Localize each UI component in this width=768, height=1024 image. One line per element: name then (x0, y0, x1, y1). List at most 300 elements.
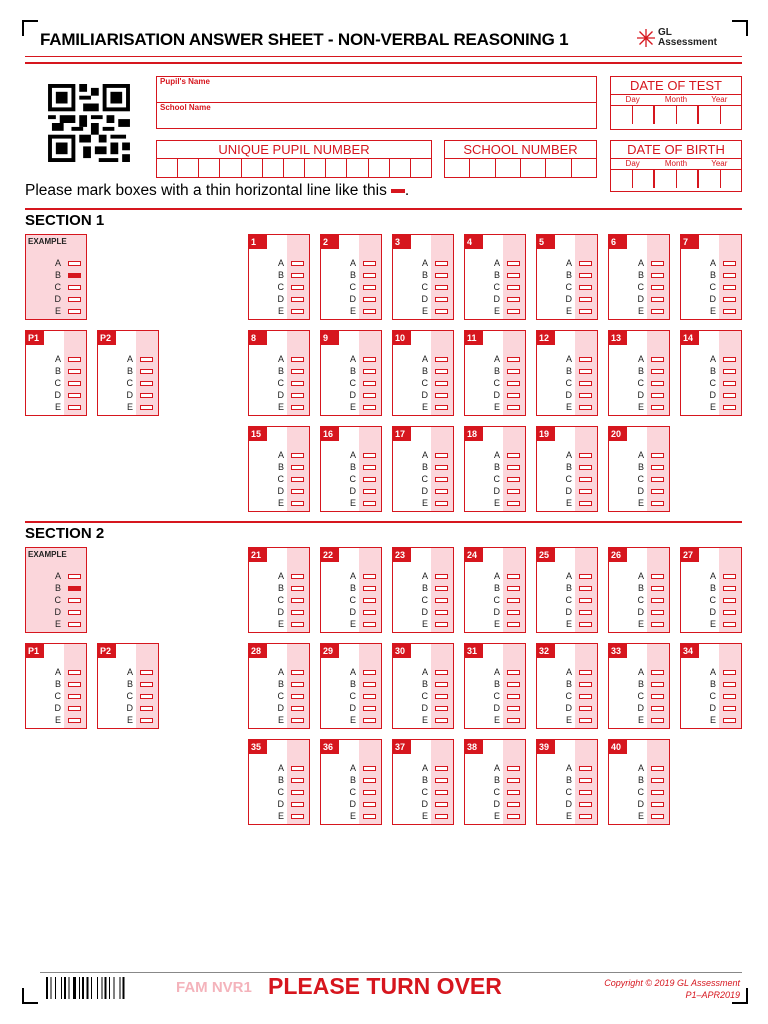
answer-mark-box[interactable] (363, 489, 376, 494)
option-row (321, 377, 381, 389)
option-letter: B (565, 775, 572, 785)
option-row (393, 293, 453, 305)
barcode-bar (109, 977, 110, 999)
answer-mark-box[interactable] (435, 273, 448, 278)
answer-mark-box[interactable] (291, 574, 304, 579)
answer-mark-box[interactable] (291, 694, 304, 699)
answer-mark-box[interactable] (579, 778, 592, 783)
answer-mark-box[interactable] (291, 453, 304, 458)
answer-mark-box[interactable] (723, 586, 736, 591)
answer-mark-box[interactable] (579, 489, 592, 494)
answer-mark-box[interactable] (651, 393, 664, 398)
answer-mark-box[interactable] (435, 670, 448, 675)
answer-mark-box[interactable] (579, 586, 592, 591)
date-cell[interactable] (655, 106, 677, 124)
answer-mark-box[interactable] (291, 501, 304, 506)
answer-mark-box[interactable] (363, 706, 376, 711)
answer-mark-box[interactable] (579, 802, 592, 807)
answer-mark-box[interactable] (291, 381, 304, 386)
option-row (26, 678, 86, 690)
answer-mark-box[interactable] (507, 357, 520, 362)
barcode-bar (79, 977, 80, 999)
option-row (26, 305, 86, 317)
option-letter: B (54, 366, 61, 376)
answer-mark-box[interactable] (579, 297, 592, 302)
answer-mark-box[interactable] (507, 610, 520, 615)
date-cell[interactable] (721, 170, 742, 188)
answer-mark-box[interactable] (579, 501, 592, 506)
answer-mark-box[interactable] (435, 357, 448, 362)
answer-mark-box[interactable] (363, 261, 376, 266)
answer-mark-box[interactable] (363, 778, 376, 783)
barcode-bar (120, 977, 121, 999)
answer-mark-box[interactable] (435, 261, 448, 266)
option-row (393, 810, 453, 822)
number-cell[interactable] (369, 159, 390, 177)
option-row (465, 401, 525, 413)
answer-mark-box[interactable] (363, 694, 376, 699)
number-cell[interactable] (347, 159, 368, 177)
answer-mark-box[interactable] (651, 766, 664, 771)
answer-mark-box[interactable] (363, 309, 376, 314)
answer-mark-box[interactable] (140, 694, 153, 699)
answer-mark-box[interactable] (435, 706, 448, 711)
answer-mark-box[interactable] (651, 261, 664, 266)
answer-mark-box[interactable] (68, 369, 81, 374)
answer-mark-box[interactable] (651, 610, 664, 615)
number-cell[interactable] (445, 159, 470, 177)
answer-mark-box[interactable] (291, 261, 304, 266)
option-letter: C (493, 595, 500, 605)
number-cell[interactable] (572, 159, 596, 177)
answer-mark-box[interactable] (579, 670, 592, 675)
answer-mark-box[interactable] (579, 393, 592, 398)
number-cell[interactable] (178, 159, 199, 177)
answer-mark-box[interactable] (291, 766, 304, 771)
answer-mark-box[interactable] (579, 706, 592, 711)
question-box (536, 330, 598, 416)
answer-mark-box[interactable] (435, 501, 448, 506)
answer-mark-box[interactable] (68, 405, 81, 410)
option-letter: D (637, 703, 644, 713)
option-letter: A (421, 258, 428, 268)
gl-assessment-logo (636, 28, 736, 50)
option-row (249, 485, 309, 497)
answer-mark-box[interactable] (507, 309, 520, 314)
answer-mark-box[interactable] (363, 285, 376, 290)
answer-mark-box[interactable] (723, 682, 736, 687)
answer-mark-box[interactable] (651, 357, 664, 362)
option-row (393, 305, 453, 317)
number-cell[interactable] (305, 159, 326, 177)
number-cell[interactable] (496, 159, 521, 177)
option-row (465, 365, 525, 377)
answer-mark-box[interactable] (435, 309, 448, 314)
option-row (249, 449, 309, 461)
answer-mark-box[interactable] (507, 586, 520, 591)
answer-mark-box[interactable] (435, 381, 448, 386)
month-label: Month (664, 95, 688, 104)
answer-mark-box[interactable] (579, 598, 592, 603)
answer-mark-box[interactable] (435, 718, 448, 723)
answer-mark-box[interactable] (363, 790, 376, 795)
answer-mark-box[interactable] (579, 814, 592, 819)
pupil-name-field[interactable] (156, 76, 597, 103)
answer-mark-box[interactable] (507, 706, 520, 711)
answer-mark-box[interactable] (579, 574, 592, 579)
answer-mark-box[interactable] (363, 477, 376, 482)
question-box (464, 426, 526, 512)
answer-mark-box[interactable] (579, 622, 592, 627)
answer-mark-box[interactable] (363, 718, 376, 723)
option-row (465, 269, 525, 281)
answer-mark-box[interactable] (507, 453, 520, 458)
answer-mark-box[interactable] (68, 694, 81, 699)
option-letter: E (565, 715, 572, 725)
answer-mark-box[interactable] (363, 393, 376, 398)
answer-mark-box[interactable] (435, 778, 448, 783)
answer-mark-box[interactable] (291, 814, 304, 819)
number-cell[interactable] (284, 159, 305, 177)
answer-mark-box[interactable] (435, 766, 448, 771)
number-cell[interactable] (242, 159, 263, 177)
question-box (464, 330, 526, 416)
barcode (46, 977, 154, 999)
answer-mark-box[interactable] (291, 297, 304, 302)
answer-mark-box[interactable] (140, 718, 153, 723)
answer-mark-box[interactable] (651, 694, 664, 699)
answer-mark-box[interactable] (363, 670, 376, 675)
answer-mark-box[interactable] (435, 694, 448, 699)
answer-mark-box[interactable] (363, 273, 376, 278)
answer-mark-box[interactable] (363, 814, 376, 819)
answer-mark-box[interactable] (363, 465, 376, 470)
answer-mark-box[interactable] (579, 465, 592, 470)
option-row (249, 618, 309, 630)
option-row (609, 762, 669, 774)
answer-mark-box[interactable] (363, 501, 376, 506)
answer-mark-box[interactable] (579, 682, 592, 687)
option-letter: B (421, 679, 428, 689)
answer-mark-box[interactable] (651, 586, 664, 591)
answer-mark-box[interactable] (579, 261, 592, 266)
date-cell[interactable] (611, 170, 633, 188)
date-cell[interactable] (633, 106, 656, 124)
answer-mark-box[interactable] (291, 393, 304, 398)
answer-mark-box[interactable] (507, 718, 520, 723)
answer-mark-box[interactable] (291, 718, 304, 723)
date-cell[interactable] (721, 106, 742, 124)
answer-mark-box[interactable] (579, 285, 592, 290)
option-letter: A (493, 667, 500, 677)
answer-mark-box[interactable] (651, 574, 664, 579)
answer-mark-box[interactable] (651, 622, 664, 627)
answer-mark-box[interactable] (723, 405, 736, 410)
answer-mark-box[interactable] (507, 790, 520, 795)
option-letter: E (126, 715, 133, 725)
answer-mark-box[interactable] (291, 357, 304, 362)
answer-mark-box[interactable] (363, 586, 376, 591)
answer-mark-box[interactable] (579, 790, 592, 795)
answer-mark-box[interactable] (507, 489, 520, 494)
number-cell[interactable] (199, 159, 220, 177)
answer-mark-box[interactable] (140, 393, 153, 398)
answer-mark-box[interactable] (507, 297, 520, 302)
answer-mark-box[interactable] (651, 285, 664, 290)
number-cell[interactable] (546, 159, 571, 177)
number-cell[interactable] (411, 159, 431, 177)
number-cell[interactable] (220, 159, 241, 177)
answer-mark-box[interactable] (435, 453, 448, 458)
answer-mark-box[interactable] (291, 682, 304, 687)
answer-mark-box[interactable] (363, 405, 376, 410)
answer-mark-box[interactable] (291, 598, 304, 603)
answer-mark-box[interactable] (435, 393, 448, 398)
answer-mark-box[interactable] (435, 814, 448, 819)
answer-mark-box[interactable] (140, 357, 153, 362)
answer-mark-box[interactable] (507, 814, 520, 819)
answer-mark-box[interactable] (723, 598, 736, 603)
date-cell[interactable] (611, 106, 633, 124)
answer-mark-box[interactable] (291, 405, 304, 410)
answer-mark-box[interactable] (723, 670, 736, 675)
option-letter: D (277, 703, 284, 713)
answer-mark-box[interactable] (723, 273, 736, 278)
answer-mark-box[interactable] (651, 598, 664, 603)
marking-instruction (25, 182, 409, 200)
number-cell[interactable] (326, 159, 347, 177)
answer-mark-box[interactable] (579, 369, 592, 374)
answer-mark-box[interactable] (579, 309, 592, 314)
answer-mark-box[interactable] (291, 622, 304, 627)
answer-mark-box[interactable] (651, 670, 664, 675)
answer-mark-box[interactable] (507, 670, 520, 675)
answer-mark-box[interactable] (435, 790, 448, 795)
answer-mark-box[interactable] (291, 706, 304, 711)
answer-mark-box[interactable] (579, 273, 592, 278)
answer-mark-box[interactable] (363, 682, 376, 687)
date-cell[interactable] (699, 106, 721, 124)
answer-mark-box[interactable] (579, 694, 592, 699)
answer-mark-box[interactable] (363, 381, 376, 386)
date-cell[interactable] (677, 106, 700, 124)
answer-mark-box[interactable] (723, 706, 736, 711)
answer-mark-box[interactable] (507, 261, 520, 266)
answer-mark-box[interactable] (291, 309, 304, 314)
number-cell[interactable] (470, 159, 495, 177)
answer-mark-box[interactable] (507, 273, 520, 278)
answer-mark-box[interactable] (723, 393, 736, 398)
answer-mark-box[interactable] (435, 465, 448, 470)
answer-mark-box[interactable] (723, 574, 736, 579)
number-cell[interactable] (521, 159, 546, 177)
logo-text-gl: GL (658, 27, 672, 38)
answer-mark-box[interactable] (363, 598, 376, 603)
answer-mark-box[interactable] (723, 297, 736, 302)
answer-mark-box[interactable] (363, 297, 376, 302)
option-row (249, 798, 309, 810)
answer-mark-box[interactable] (68, 682, 81, 687)
answer-mark-box[interactable] (291, 465, 304, 470)
question-box (536, 547, 598, 633)
answer-mark-box[interactable] (723, 718, 736, 723)
answer-mark-box[interactable] (68, 718, 81, 723)
answer-mark-box[interactable] (507, 405, 520, 410)
answer-mark-box[interactable] (651, 309, 664, 314)
answer-mark-box[interactable] (291, 477, 304, 482)
question-number: P2 (98, 331, 116, 345)
answer-mark-box[interactable] (651, 369, 664, 374)
answer-mark-box[interactable] (651, 465, 664, 470)
answer-mark-box[interactable] (435, 477, 448, 482)
answer-mark-box[interactable] (651, 489, 664, 494)
date-cell[interactable] (677, 170, 700, 188)
answer-mark-box[interactable] (579, 718, 592, 723)
school-name-field[interactable] (156, 102, 597, 129)
answer-mark-box[interactable] (507, 694, 520, 699)
answer-mark-box[interactable] (651, 802, 664, 807)
answer-mark-box[interactable] (363, 574, 376, 579)
answer-mark-box[interactable] (579, 766, 592, 771)
option-row (249, 690, 309, 702)
answer-mark-box[interactable] (507, 574, 520, 579)
answer-mark-box[interactable] (291, 610, 304, 615)
answer-mark-box[interactable] (651, 706, 664, 711)
answer-mark-box[interactable] (723, 357, 736, 362)
answer-mark-box[interactable] (507, 766, 520, 771)
answer-mark-box[interactable] (291, 670, 304, 675)
answer-mark-box[interactable] (507, 802, 520, 807)
answer-mark-box[interactable] (723, 369, 736, 374)
answer-mark-box[interactable] (140, 670, 153, 675)
answer-mark-box[interactable] (651, 718, 664, 723)
answer-mark-box[interactable] (363, 622, 376, 627)
answer-mark-box[interactable] (579, 381, 592, 386)
answer-mark-box[interactable] (435, 369, 448, 374)
answer-mark-box[interactable] (579, 357, 592, 362)
answer-mark-box[interactable] (651, 814, 664, 819)
answer-mark-box[interactable] (363, 610, 376, 615)
answer-mark-box[interactable] (507, 501, 520, 506)
answer-mark-box[interactable] (579, 405, 592, 410)
answer-mark-box[interactable] (140, 405, 153, 410)
answer-mark-box[interactable] (507, 622, 520, 627)
answer-mark-box[interactable] (507, 369, 520, 374)
answer-mark-box[interactable] (507, 381, 520, 386)
answer-mark-box[interactable] (435, 598, 448, 603)
answer-mark-box[interactable] (723, 261, 736, 266)
answer-mark-box[interactable] (291, 285, 304, 290)
answer-mark-box[interactable] (363, 766, 376, 771)
date-cell[interactable] (699, 170, 721, 188)
answer-mark-box[interactable] (140, 682, 153, 687)
answer-mark-box[interactable] (291, 369, 304, 374)
answer-mark-box[interactable] (507, 465, 520, 470)
answer-mark-box[interactable] (651, 501, 664, 506)
school-name-label: School Name (160, 103, 211, 112)
answer-mark-box[interactable] (507, 598, 520, 603)
answer-mark-box[interactable] (723, 309, 736, 314)
option-row (681, 594, 741, 606)
answer-mark-box[interactable] (291, 790, 304, 795)
option-letter: D (421, 799, 428, 809)
answer-mark-box[interactable] (291, 489, 304, 494)
answer-mark-box[interactable] (651, 790, 664, 795)
answer-mark-box[interactable] (68, 381, 81, 386)
answer-mark-box[interactable] (507, 682, 520, 687)
answer-mark-box[interactable] (363, 357, 376, 362)
answer-mark-box[interactable] (363, 802, 376, 807)
answer-mark-box[interactable] (140, 369, 153, 374)
answer-mark-box[interactable] (291, 273, 304, 278)
answer-mark-box[interactable] (435, 489, 448, 494)
answer-mark-box[interactable] (507, 393, 520, 398)
answer-mark-box[interactable] (723, 610, 736, 615)
option-row (609, 449, 669, 461)
answer-mark-box[interactable] (435, 610, 448, 615)
answer-mark-box[interactable] (507, 477, 520, 482)
answer-mark-box[interactable] (651, 405, 664, 410)
answer-mark-box[interactable] (68, 670, 81, 675)
answer-mark-box[interactable] (68, 393, 81, 398)
answer-mark-box[interactable] (435, 297, 448, 302)
date-cell[interactable] (633, 170, 656, 188)
answer-mark-box[interactable] (651, 778, 664, 783)
option-letter: A (709, 571, 716, 581)
answer-mark-box[interactable] (435, 405, 448, 410)
answer-mark-box[interactable] (723, 285, 736, 290)
answer-mark-box[interactable] (68, 357, 81, 362)
answer-mark-box[interactable] (579, 610, 592, 615)
answer-mark-box[interactable] (579, 453, 592, 458)
answer-mark-box[interactable] (140, 706, 153, 711)
answer-mark-box[interactable] (435, 622, 448, 627)
answer-mark-box[interactable] (723, 622, 736, 627)
answer-mark-box[interactable] (723, 694, 736, 699)
answer-mark-box[interactable] (651, 477, 664, 482)
date-cell[interactable] (655, 170, 677, 188)
answer-mark-box[interactable] (291, 586, 304, 591)
answer-mark-box[interactable] (363, 453, 376, 458)
answer-mark-box[interactable] (651, 381, 664, 386)
answer-mark-box[interactable] (291, 802, 304, 807)
answer-mark-box[interactable] (651, 297, 664, 302)
answer-mark-box[interactable] (291, 778, 304, 783)
answer-mark-box[interactable] (363, 369, 376, 374)
practice-box (97, 643, 159, 729)
answer-mark-box[interactable] (651, 273, 664, 278)
answer-mark-box[interactable] (435, 586, 448, 591)
option-letter: A (421, 354, 428, 364)
answer-mark-box[interactable] (435, 574, 448, 579)
option-letter: A (637, 354, 644, 364)
answer-mark-box[interactable] (507, 778, 520, 783)
answer-mark-box[interactable] (435, 285, 448, 290)
option-letter: C (349, 282, 356, 292)
answer-mark-box[interactable] (651, 453, 664, 458)
answer-mark-box[interactable] (507, 285, 520, 290)
number-cell[interactable] (390, 159, 411, 177)
answer-mark-box[interactable] (435, 802, 448, 807)
answer-mark-box[interactable] (140, 381, 153, 386)
answer-mark-box[interactable] (435, 682, 448, 687)
answer-mark-box[interactable] (723, 381, 736, 386)
answer-mark-box[interactable] (579, 477, 592, 482)
answer-mark-box[interactable] (68, 706, 81, 711)
answer-mark-box[interactable] (651, 682, 664, 687)
number-cell[interactable] (157, 159, 178, 177)
number-cell[interactable] (263, 159, 284, 177)
